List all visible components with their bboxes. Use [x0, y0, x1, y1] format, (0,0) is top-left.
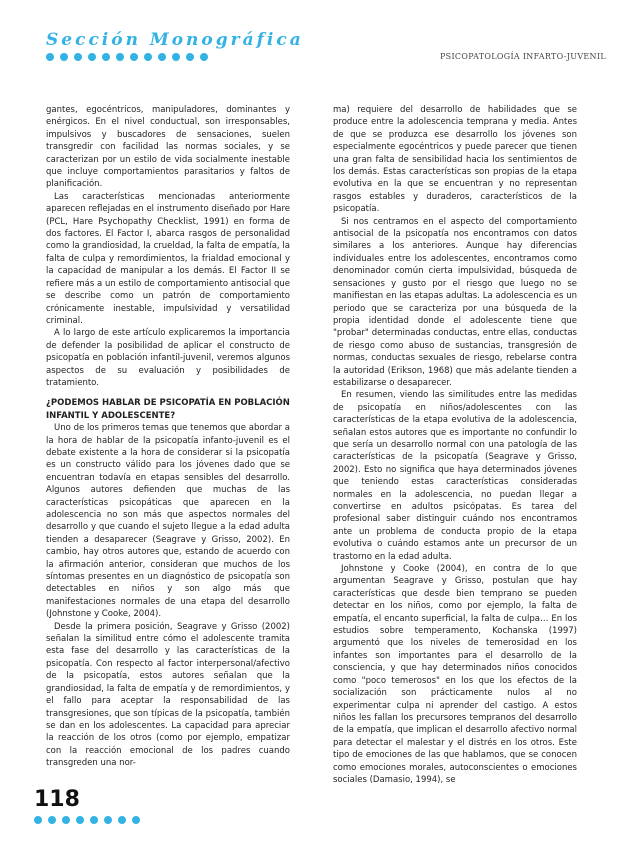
paragraph: ma) requiere del desarrollo de habilidades que se produce entre la adolescencia temprana y media. Antes de que se produzca ese desarrollo los jóvenes son especialmente egocéntricos y puede parecer que tienen una gran falta de sensibilidad hacia los sentimientos de los demás. Estas características son propias de la etapa evolutiva en la que se encuentran y no representan rasgos estables y duraderos, característicos de la psicopatía. — [333, 105, 577, 215]
right-column — [333, 104, 577, 786]
section-heading: ¿PODEMOS HABLAR DE PSICOPATÍA EN POBLACIÓN INFANTIL Y ADOLESCENTE? — [46, 398, 290, 421]
paragraph: A lo largo de este artículo explicaremos la importancia de defender la posibilidad de aplicar el constructo de psicopatía en población infantil-juvenil, veremos algunos aspectos de su evaluación y posibilidades de tratamiento. — [46, 328, 290, 388]
left-column — [46, 104, 290, 770]
paragraph: Uno de los primeros temas que tenemos que abordar a la hora de hablar de la psicopatía infanto-juvenil es el debate existente a la hora de considerar si la psicopatía es un constructo válido para los jóvenes dado que se encuentran todavía en etapas sensibles del desarrollo. Algunos autores defienden que muchas de las características psicopáticas que aparecen en la adolescencia no son más que aspectos normales del desarrollo y que cuando el sujeto llegue a la edad adulta tienden a desaparecer (Seagrave y Grisso, 2002). En cambio, hay otros autores que, estando de acuerdo con la afirmación anterior, consideran que muchos de los síntomas presentes en un diagnóstico de psicopatía son detectables en niños y son algo más que manifestaciones normales de una etapa del desarrollo (Johnstone y Cooke, 2004). — [46, 423, 290, 620]
footer-dots — [34, 816, 140, 824]
paragraph: Si nos centramos en el aspecto del comportamiento antisocial de la psicopatía nos encontramos con datos similares a los anteriores. Aunque hay diferencias individuales entre los adolescentes, encontramos como denominador común cierta impulsividad, búsqueda de sensaciones y gusto por el riesgo que luego no se manifiestan en las etapas adultas. La adolescencia es un periodo que se caracteriza por una búsqueda de la propia identidad donde el adolescente tiene que "probar" determinadas conductas, entre ellas, conductas de riesgo como abuso de sustancias, transgresión de normas, conductas sexuales de riesgo, rebelarse contra la autoridad (Erikson, 1968) que más adelante tienden a estabilizarse o desaparecer. — [333, 216, 577, 388]
paragraph: Desde la primera posición, Seagrave y Grisso (2002) señalan la similitud entre cómo el adolescente tramita esta fase del desarrollo y las características de la psicopatía. Con respecto al factor interpersonal/afectivo de la psicopatía, estos autores señalan que la grandiosidad, la falta de empatía y de remordimientos, y el fallo para aceptar la responsabilidad de las transgresiones, que son típicas de la psicopatía, también se dan en los adolescentes. La capacidad para apreciar la reacción de los otros (como por ejemplo, empatizar con la reacción emocional de los padres cuando transgreden una nor- — [46, 621, 290, 769]
section-title: Sección Monográfica — [46, 30, 304, 50]
header-dots — [46, 53, 208, 61]
paragraph: En resumen, viendo las similitudes entre las medidas de psicopatía en niños/adolescentes con las características de la etapa evolutiva de la adolescencia, señalan estos autores que es importante no confundir lo que sería un desarrollo normal con una patología de las características de la psicopatía (Seagrave y Grisso, 2002). Esto no significa que haya determinados jóvenes que teniendo estas características consideradas normales en la adolescencia, no puedan llegar a convertirse en adultos psicópatas. Es tarea del profesional saber distinguir cuándo nos encontramos ante un problema de conducta propio de la etapa evolutiva o cuándo estamos ante un precursor de un trastorno en la edad adulta. — [333, 390, 577, 562]
paragraph: gantes, egocéntricos, manipuladores, dominantes y enérgicos. En el nivel conductual, son irresponsables, impulsivos y buscadores de sensaciones, suelen transgredir con facilidad las normas sociales, y se caracterizan por un estilo de vida socialmente inestable que incluye comportamientos parasitarios y faltos de planificación. — [46, 105, 290, 190]
running-head: PSICOPATOLOGÍA INFARTO-JUVENIL — [440, 52, 606, 61]
page-number: 118 — [34, 787, 80, 812]
paragraph: Las características mencionadas anteriormente aparecen reflejadas en el instrumento diseñado por Hare (PCL, Hare Psychopathy Checklist, 1991) en forma de dos factores. El Factor I, abarca rasgos de personalidad como la grandiosidad, la crueldad, la falta de empatía, la falta de culpa y remordimientos, la frialdad emocional y la capacidad de manipular a los demás. El Factor II se refiere más a un estilo de comportamiento antisocial que se describe como un patrón de comportamiento crónicamente inestable, impulsividad y versatilidad criminal. — [46, 191, 290, 326]
paragraph: Johnstone y Cooke (2004), en contra de lo que argumentan Seagrave y Grisso, postulan que hay características que desde bien temprano se pueden detectar en los niños, como por ejemplo, la falta de empatía, el encanto superficial, la falta de culpa… En los estudios sobre temperamento, Kochanska (1997) argumentó que los niveles de temerosidad en los infantes son importantes para el desarrollo de la consciencia, y que hay determinados niños conocidos como "poco temerosos" en los que los efectos de la socialización son prácticamente nulos al no experimentar culpa ni aprender del castigo. A estos niños les fallan los precursores tempranos del desarrollo de la empatía, que implican el desarrollo afectivo normal para detectar el malestar y el distrés en los otros. Este tipo de emociones de las que hablamos, que se conocen como emociones morales, autoconscientes o emociones sociales (Damasio, 1994), se — [333, 564, 577, 785]
